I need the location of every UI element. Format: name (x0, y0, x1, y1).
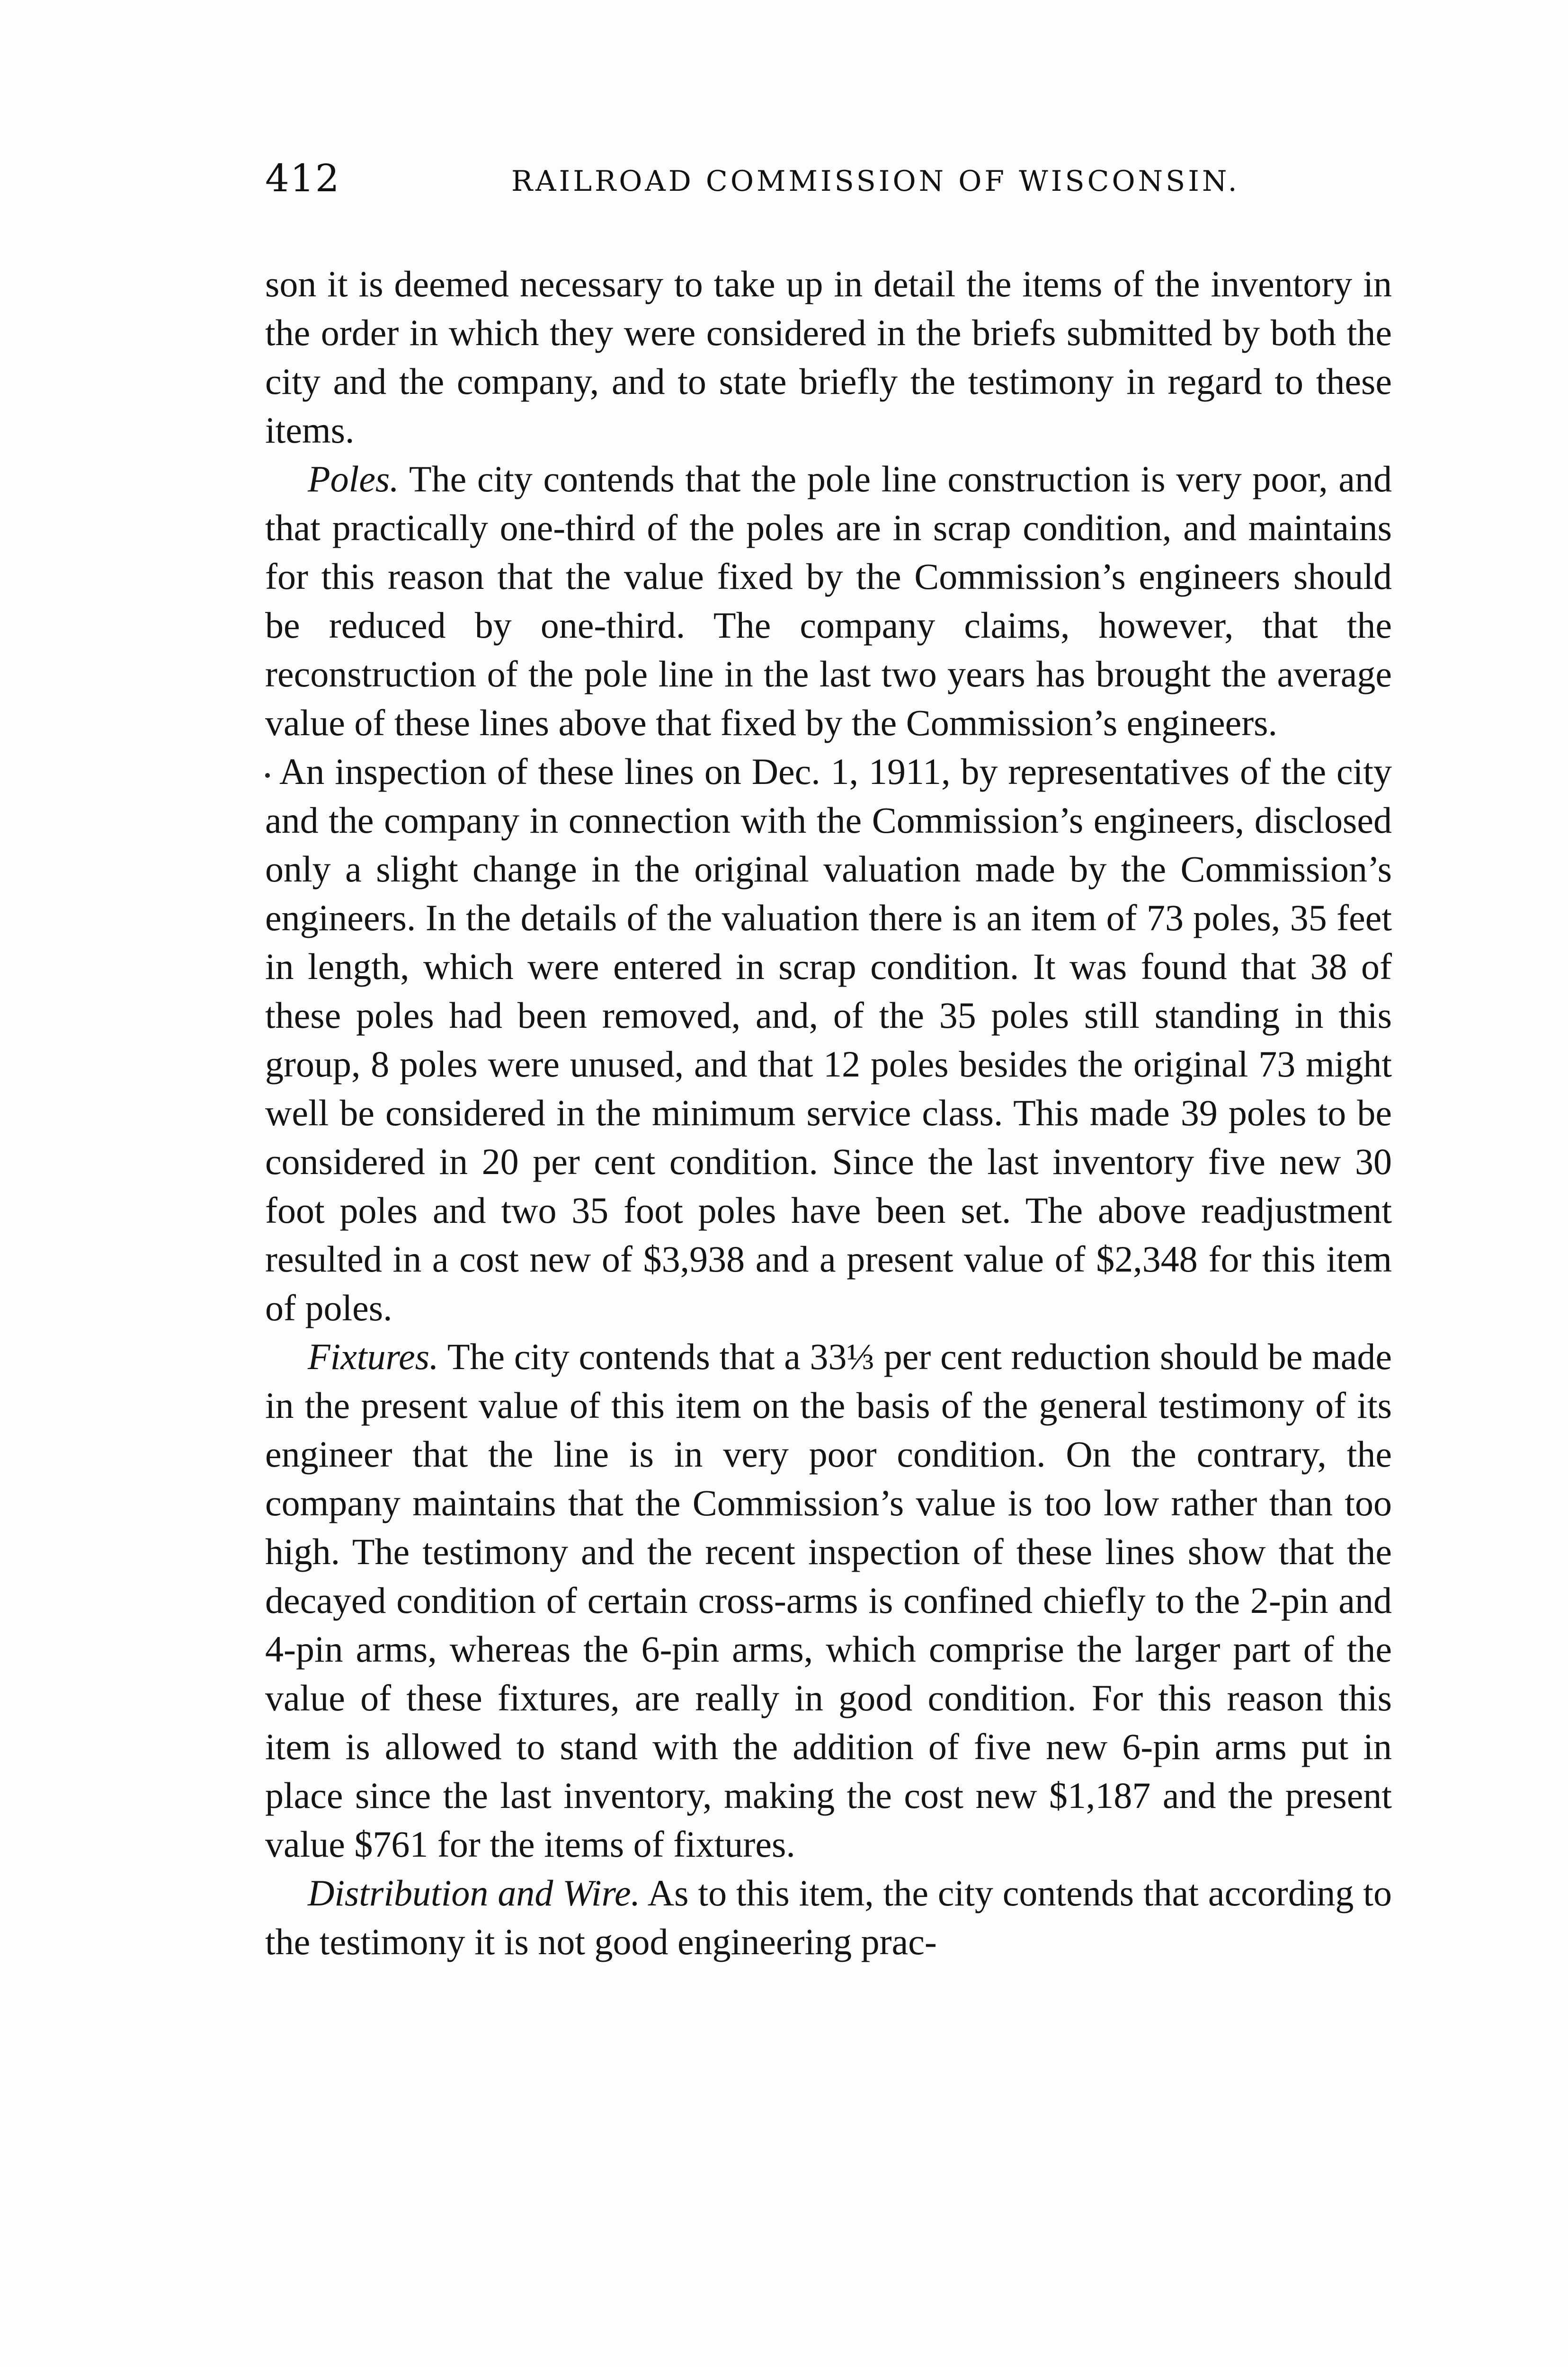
paragraph-text: As to this item, the city contends that according to the testimony it is not good engineering prac- (265, 1872, 1392, 1962)
paragraph-inspection (265, 747, 1392, 1332)
paragraph-poles (265, 454, 1392, 747)
paragraph-text: The city contends that a 33⅓ per cent reduction should be made in the present value of this item on the basis of the general testimony of its engineer that the line is in very poor condition. On the contrary, the company maintains that the Commission’s value is too low rather than too high. The testimony and the recent inspection of these lines show that the decayed condition of certain cross-arms is confined chiefly to the 2-pin and 4-pin arms, whereas the 6-pin arms, which comprise the larger part of the value of these fixtures, are really in good condition. For this reason this item is allowed to stand with the addition of five new 6-pin arms put in place since the last inventory, making the cost new $1,187 and the present value $761 for the items of fixtures. (265, 1336, 1392, 1865)
bullet-mark (265, 773, 270, 778)
section-head-poles: Poles. (308, 458, 399, 499)
page-number: 412 (265, 156, 340, 200)
page-header (265, 156, 1411, 213)
running-head: RAILROAD COMMISSION OF WISCONSIN. (511, 165, 1240, 198)
paragraph-fixtures (265, 1332, 1392, 1869)
section-head-distribution: Distribution and Wire. (308, 1872, 641, 1913)
paragraph-continuation (265, 259, 1392, 454)
paragraph-text: An inspection of these lines on Dec. 1, 1911, by representatives of the city and the company in connection with the Commission’s engineers, disclosed only a slight change in the original valuation made by the Commission’s engineers. In the details of the valuation there is an item of 73 poles, 35 feet in length, which were entered in scrap condition. It was found that 38 of these poles had been removed, and, of the 35 poles still standing in this group, 8 poles were unused, and that 12 poles besides the original 73 might well be considered in the minimum service class. This made 39 poles to be considered in 20 per cent condition. Since the last inventory five new 30 foot poles and two 35 foot poles have been set. The above readjustment resulted in a cost new of $3,938 and a present value of $2,348 for this item of poles. (265, 751, 1392, 1328)
paragraph-distribution (265, 1869, 1392, 1966)
paragraph-text: son it is deemed necessary to take up in detail the items of the inventory in the order in which they were considered in the briefs submitted by both the city and the company, and to state briefly the testimony in regard to these items. (265, 263, 1392, 451)
section-head-fixtures: Fixtures. (308, 1336, 439, 1377)
body-text (265, 259, 1392, 1966)
paragraph-text: The city contends that the pole line construction is very poor, and that practically one-third of the poles are in scrap condition, and maintains for this reason that the value fixed by the Commission’s engineers should be reduced by one-third. The company claims, however, that the reconstruction of the pole line in the last two years has brought the average value of these lines above that fixed by the Commission’s engineers. (265, 458, 1392, 743)
